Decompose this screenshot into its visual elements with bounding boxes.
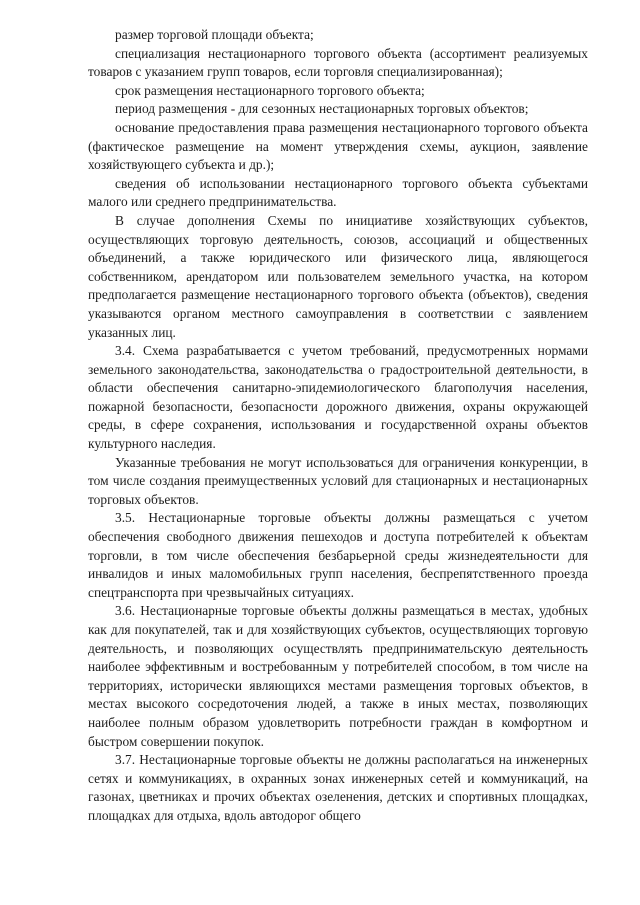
list-item-specialization: специализация нестационарного торгового объекта (ассортимент реализуемых товаров с указанием групп товаров, если торговля специализированная); <box>88 45 588 80</box>
list-item-placement-term: срок размещения нестационарного торгового объекта; <box>115 82 425 98</box>
clause-3-6: 3.6. Нестационарные торговые объекты должны размещаться в местах, удобных как для покупателей, так и для хозяйствующих субъектов, осуществляющих торговую деятельность, и позволяющих осуществлять предпринимательскую деятельность наиболее эффективным и востребованным у потребителей способом, в том числе на территориях, исторически являющихся местами размещения торговых объектов, в местах высокого сосредоточения людей, а также в иных местах, позволяющих наиболее полным образом удовлетворить потребности граждан в комфортном и быстром совершении покупок. <box>88 603 588 749</box>
list-item-small-business: сведения об использовании нестационарного торгового объекта субъектами малого или среднего предпринимательства. <box>88 175 588 210</box>
list-item-placement-period: период размещения - для сезонных нестационарных торговых объектов; <box>115 101 529 117</box>
clause-3-7: 3.7. Нестационарные торговые объекты не должны располагаться на инженерных сетях и коммуникациях, в охранных зонах инженерных сетей и коммуникаций, на газонах, цветниках и прочих объектах озеленения, детских и спортивных площадках, площадках для отдыха, вдоль автодорог общего <box>88 752 588 823</box>
document-page <box>88 26 588 826</box>
clause-3-4: 3.4. Схема разрабатывается с учетом требований, предусмотренных нормами земельного законодательства, законодательства о градостроительной деятельности, в области обеспечения санитарно-эпидемиологического благополучия населения, пожарной безопасности, безопасности дорожного движения, охраны окружающей среды, в сфере сохранения, использования и государственной охраны объектов культурного наследия. <box>88 343 588 452</box>
paragraph-competition: Указанные требования не могут использоваться для ограничения конкуренции, в том числе создания преимущественных условий для стационарных и нестационарных торговых объектов. <box>88 454 588 507</box>
clause-3-5: 3.5. Нестационарные торговые объекты должны размещаться с учетом обеспечения свободного движения пешеходов и доступа потребителей к объектам торговли, в том числе обеспечения безбарьерной среды жизнедеятельности для инвалидов и иных маломобильных групп населения, беспрепятственного проезда спецтранспорта при чрезвычайных ситуациях. <box>88 510 588 600</box>
list-item-trade-area: размер торговой площади объекта; <box>115 27 314 42</box>
list-item-placement-basis: основание предоставления права размещения нестационарного торгового объекта (фактическое размещение на момент утверждения схемы, аукцион, заявление хозяйствующего субъекта и др.); <box>88 119 588 173</box>
paragraph-scheme-addition: В случае дополнения Схемы по инициативе хозяйствующих субъектов, осуществляющих торговую деятельность, союзов, ассоциаций и общественных объединений, а также юридического или физического лица, являющегося собственником, арендатором или пользователем земельного участка, на котором предполагается размещение нестационарного торгового объекта (объектов), сведения указываются органом местного самоуправления в соответствии с заявлением указанных лиц. <box>88 212 588 340</box>
